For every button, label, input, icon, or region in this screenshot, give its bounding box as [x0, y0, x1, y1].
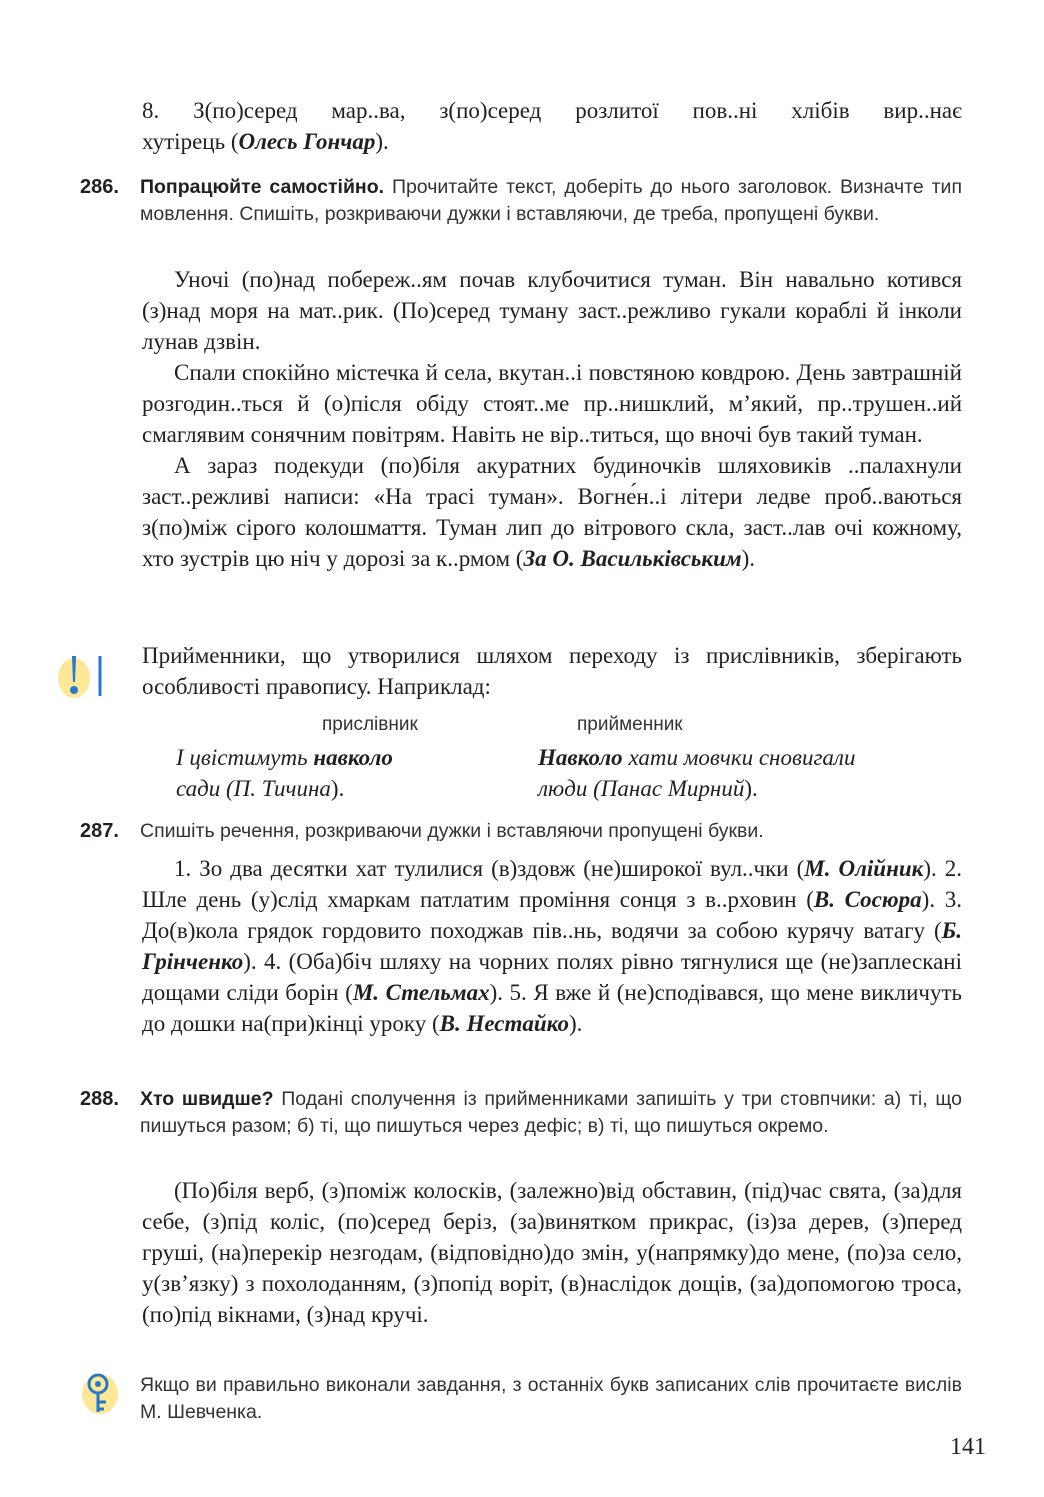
- exercise-287-number: 287.: [80, 820, 119, 842]
- top-line-2: [142, 126, 962, 157]
- exercise-288-phrases: (По)біля верб, (з)поміж колосків, (залежно)від обставин, (під)час свята, (за)для себе, (з)під коліс, (по)серед беріз, (за)винятком прикрас, (із)за дерев, (з)перед груші, (на)перекір незгодам, (відповідно)до змін, у(напрямку)до мене, (по)за село, у(зв’язку) з похолоданням, (з)попід воріт, (в)наслідок дощів, (за)допомогою троса, (по)під вікнами, (з)над кручі.: [142, 1178, 962, 1327]
- exercise-286-instructions: [80, 174, 962, 228]
- exercise-287-sentences: [142, 853, 962, 1039]
- author-3: Б. Грінченко: [142, 918, 962, 974]
- author-1: М. Олійник: [804, 856, 924, 881]
- top-sentence: [142, 95, 962, 157]
- passage-paragraph-2: Спали спокійно містечка й села, вкутан..і повстяною ковдрою. День завтрашній розгодин..ться й (о)після обіду стоят..ме пр..нишклий, м’який, пр..трушен..ий смаглявим сонячним повітрям. Навіть не вір..титься, що вночі був такий туман.: [142, 360, 962, 447]
- sentence-1: 1. Зо два десятки хат тулилися (в)здовж (не)широкої вул..чки (: [174, 856, 805, 881]
- exclamation-rule-icon: [58, 648, 108, 700]
- example-adverb-word: навколо: [313, 745, 393, 770]
- sentence-3: ). 3. До(в)кола грядок гордовито походжав пів..нь, водячи за собою курячу ватагу (: [142, 887, 962, 943]
- example-preposition-word: Навколо: [538, 745, 623, 770]
- rule-text: Прийменники, що утворилися шляхом переходу із прислівників, зберігають особливості правопису. Наприклад:: [142, 643, 962, 699]
- example-adverb-end: ).: [330, 776, 345, 801]
- key-icon: [80, 1368, 124, 1418]
- exercise-288-text: Подані сполучення із прийменниками запишіть у три стовпчики: а) ті, що пишуться разом; б) ті, що пишуться через дефіс; в) ті, що пишуться окремо.: [140, 1088, 962, 1137]
- example-adverb-author: П. Тичина: [233, 776, 331, 801]
- sentence-5: ). 5. Я вже й (не)сподівався, що мене викличуть до дошки на(при)кінці уроку (: [142, 980, 962, 1036]
- example-preposition-author: Панас Мирний: [600, 776, 745, 801]
- exercise-286: [80, 174, 962, 228]
- page-number: 141: [950, 1434, 986, 1460]
- exercise-286-passage: [142, 264, 962, 574]
- example-preposition: [538, 742, 968, 804]
- exercise-288-title: Хто швидше?: [140, 1088, 274, 1110]
- column-head-adverb: прислівник: [322, 714, 418, 735]
- top-line-2-text: хутірець (: [142, 129, 239, 154]
- exercise-288-instructions: [80, 1086, 962, 1140]
- sentence-end: ).: [568, 1011, 583, 1036]
- exercise-286-title: Попрацюйте самостійно.: [140, 176, 385, 198]
- author-2: В. Сосюра: [813, 887, 922, 912]
- top-author: Олесь Гончар: [238, 129, 376, 154]
- example-adverb: [176, 742, 476, 804]
- example-preposition-text-2: люди (: [538, 776, 601, 801]
- exercise-288-number: 288.: [80, 1088, 119, 1110]
- column-head-preposition: прийменник: [577, 714, 683, 735]
- top-line-1: 8. З(по)серед мар..ва, з(по)серед розлитої пов..ні хлібів вир..нає: [142, 98, 962, 123]
- sentence-4: ). 4. (Оба)біч шляху на чорних полях рівно тягнулися ще (не)заплескані дощами сліди борін (: [142, 949, 962, 1005]
- example-preposition-text: хати мовчки сновигали: [622, 745, 856, 770]
- exercise-286-number: 286.: [80, 176, 119, 198]
- exercise-287-instructions: [80, 818, 962, 845]
- exercise-286-text: Прочитайте текст, доберіть до нього заголовок. Визначте тип мовлення. Спишіть, розкриваючи дужки і вставляючи, де треба, пропущені букви.: [140, 176, 963, 225]
- passage-paragraph-3-text: А зараз подекуди (по)біля акуратних будиночків шляховиків ..палахнули заст..режливі написи: «На трасі туман». Вогне́н..і літери ледве проб..ваються з(по)між сірого колошмаття. Туман лип до вітрового скла, заст..лав очі кожному, хто зустрів цю ніч у дорозі за к..рмом (: [142, 453, 962, 571]
- example-adverb-text: І цвістимуть: [176, 745, 314, 770]
- passage-author: За О. Васильківським: [523, 546, 742, 571]
- hint-text: Якщо ви правильно виконали завдання, з останніх букв записаних слів прочитаєте вислів М. Шевченка.: [140, 1374, 962, 1423]
- example-adverb-text-2: сади (: [176, 776, 234, 801]
- example-preposition-end: ).: [744, 776, 758, 801]
- exercise-287-text: Спишіть речення, розкриваючи дужки і вставляючи пропущені букви.: [140, 820, 764, 842]
- top-line-2-end: ).: [375, 129, 389, 154]
- author-4: М. Стельмах: [352, 980, 490, 1005]
- sentence-2: ). 2. Шле день (у)слід хмаркам патлатим проміння сонця з в..рховин (: [142, 856, 962, 912]
- passage-paragraph-3-end: ).: [741, 546, 756, 571]
- passage-paragraph-1: Уночі (по)над побереж..ям почав клубочитися туман. Він навально котився (з)над моря на мат..рик. (По)серед туману заст..режливо гукали кораблі й інколи лунав дзвін.: [142, 267, 962, 354]
- author-5: В. Нестайко: [439, 1011, 569, 1036]
- passage-paragraph-3: [142, 450, 962, 574]
